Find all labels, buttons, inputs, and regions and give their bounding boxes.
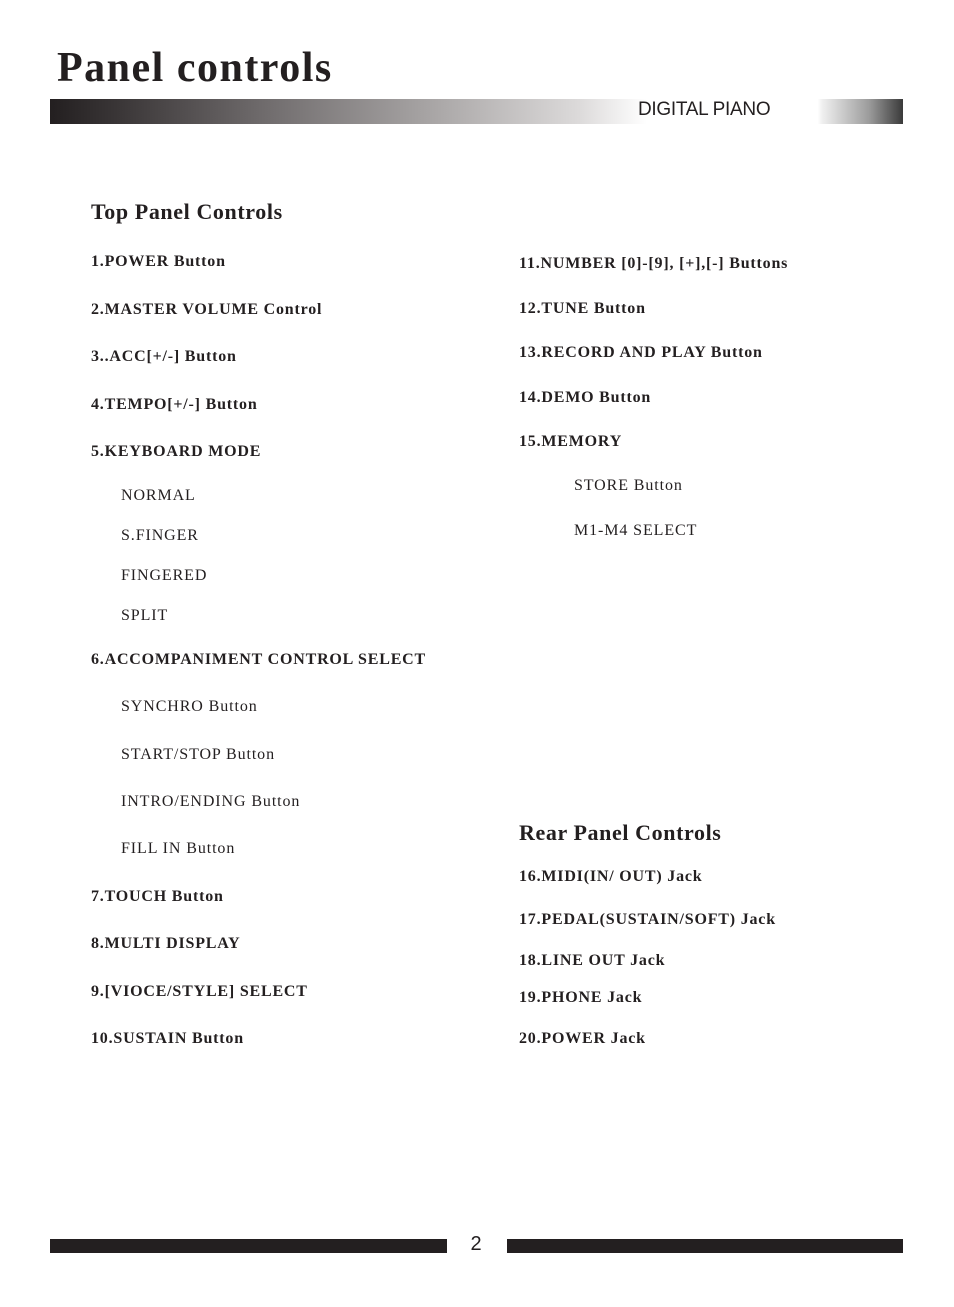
rear-panel-heading: Rear Panel Controls (519, 820, 722, 845)
control-item-3: 3..ACC[+/-] Button (91, 348, 237, 365)
control-item-14: 14.DEMO Button (519, 389, 652, 406)
control-item-15: 15.MEMORY (519, 433, 623, 450)
control-item-10: 10.SUSTAIN Button (91, 1030, 244, 1047)
footer-bar-right (507, 1239, 903, 1253)
control-item-11: 11.NUMBER [0]-[9], [+],[-] Buttons (519, 255, 789, 272)
control-item-12: 12.TUNE Button (519, 300, 646, 317)
keyboard-mode-option: FINGERED (121, 567, 208, 584)
memory-option: STORE Button (574, 477, 683, 494)
header-gradient-bar (50, 99, 903, 124)
memory-option: M1-M4 SELECT (574, 522, 698, 539)
control-item-8: 8.MULTI DISPLAY (91, 935, 241, 952)
control-item-2: 2.MASTER VOLUME Control (91, 301, 323, 318)
keyboard-mode-option: SPLIT (121, 607, 169, 624)
rear-control-item-17: 17.PEDAL(SUSTAIN/SOFT) Jack (519, 911, 776, 928)
rear-control-item-19: 19.PHONE Jack (519, 989, 643, 1006)
accompaniment-option: SYNCHRO Button (121, 698, 258, 715)
keyboard-mode-option: NORMAL (121, 487, 196, 504)
control-item-9: 9.[VIOCE/STYLE] SELECT (91, 983, 308, 1000)
accompaniment-option: INTRO/ENDING Button (121, 793, 301, 810)
rear-control-item-16: 16.MIDI(IN/ OUT) Jack (519, 868, 703, 885)
product-label: DIGITAL PIANO (638, 99, 771, 120)
accompaniment-option: START/STOP Button (121, 746, 275, 763)
footer-bar-left (50, 1239, 447, 1253)
page-title: Panel controls (57, 45, 333, 91)
page-number: 2 (470, 1233, 482, 1255)
top-panel-heading: Top Panel Controls (91, 199, 283, 224)
control-item-6: 6.ACCOMPANIMENT CONTROL SELECT (91, 651, 426, 668)
keyboard-mode-option: S.FINGER (121, 527, 199, 544)
rear-control-item-18: 18.LINE OUT Jack (519, 952, 666, 969)
control-item-7: 7.TOUCH Button (91, 888, 224, 905)
rear-control-item-20: 20.POWER Jack (519, 1030, 646, 1047)
accompaniment-option: FILL IN Button (121, 840, 236, 857)
control-item-1: 1.POWER Button (91, 253, 226, 270)
control-item-5: 5.KEYBOARD MODE (91, 443, 262, 460)
control-item-4: 4.TEMPO[+/-] Button (91, 396, 258, 413)
control-item-13: 13.RECORD AND PLAY Button (519, 344, 763, 361)
